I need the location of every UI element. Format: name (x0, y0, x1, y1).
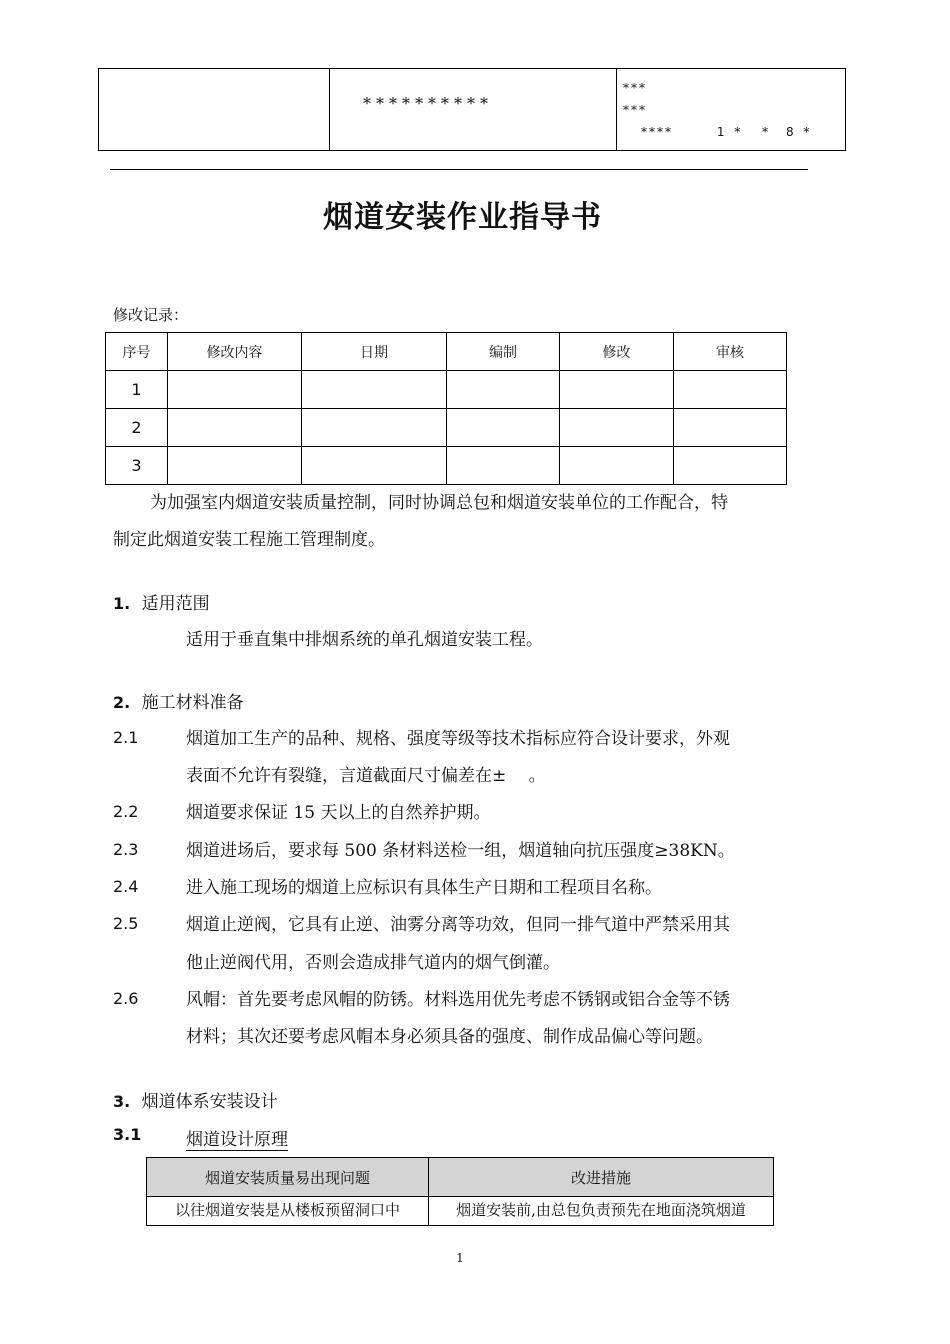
header-divider (329, 69, 330, 150)
table-cell (560, 409, 674, 447)
item-text: 风帽：首先要考虑风帽的防锈。材料选用优先考虑不锈钢或铝合金等不锈 (186, 990, 730, 1010)
revision-col-header: 审核 (674, 333, 787, 371)
table-cell (302, 371, 447, 409)
item-text: 烟道加工生产的品种、规格、强度等级等技术指标应符合设计要求，外观 (186, 729, 730, 749)
item-text: 他止逆阀代用，否则会造成排气道内的烟气倒灌。 (186, 953, 560, 973)
item-text: 烟道进场后，要求每 500 条材料送检一组，烟道轴向抗压强度≥38KN。 (186, 841, 735, 861)
revision-col-header: 编制 (447, 333, 560, 371)
table-cell (674, 409, 787, 447)
item-number: 2.4 (113, 877, 139, 896)
design-col-header: 烟道安装质量易出现问题 (147, 1158, 429, 1197)
item-text: 进入施工现场的烟道上应标识有具体生产日期和工程项目名称。 (186, 878, 662, 898)
document-header-box (98, 68, 846, 151)
header-field-1: *** (623, 81, 647, 95)
item-text: 材料；其次还要考虑风帽本身必须具备的强度、制作成品偏心等问题。 (186, 1027, 713, 1047)
table-row (106, 371, 787, 409)
section-1-text: 适用于垂直集中排烟系统的单孔烟道安装工程。 (186, 630, 543, 650)
design-header-row (147, 1158, 774, 1197)
table-cell (674, 447, 787, 485)
item-text: 表面不允许有裂缝，言道截面尺寸偏差在± 。 (186, 766, 546, 786)
table-cell (447, 447, 560, 485)
revision-header-row (106, 333, 787, 371)
section-heading-2: 2. 施工材料准备 (113, 693, 244, 713)
intro-line-1: 为加强室内烟道安装质量控制，同时协调总包和烟道安装单位的工作配合，特 (150, 493, 728, 513)
item-number: 2.6 (113, 989, 139, 1008)
header-rule (110, 169, 808, 170)
page-number: 1 (456, 1251, 464, 1265)
document-title: 烟道安装作业指导书 (323, 200, 602, 235)
header-field-2: *** (623, 103, 647, 117)
design-col-header: 改进措施 (429, 1158, 774, 1197)
table-cell: 3 (106, 447, 168, 485)
revision-col-header: 日期 (302, 333, 447, 371)
table-cell (168, 371, 302, 409)
section-heading-1: 1. 适用范围 (113, 594, 210, 614)
table-cell (447, 371, 560, 409)
revision-col-header: 修改 (560, 333, 674, 371)
table-cell (560, 447, 674, 485)
item-number: 2.2 (113, 802, 139, 821)
header-divider (616, 69, 617, 150)
item-text: 烟道要求保证 15 天以上的自然养护期。 (186, 803, 491, 823)
table-cell (447, 409, 560, 447)
revision-table (105, 332, 787, 485)
table-cell (168, 447, 302, 485)
item-number: 2.5 (113, 914, 139, 933)
table-cell: 2 (106, 409, 168, 447)
table-cell (674, 371, 787, 409)
revision-label: 修改记录： (113, 306, 189, 324)
intro-line-2: 制定此烟道安装工程施工管理制度。 (113, 530, 385, 550)
company-name: ********** (363, 94, 493, 113)
table-row (106, 447, 787, 485)
header-page-info: **** 1 * * 8 * (641, 125, 812, 139)
section-heading-3: 3. 烟道体系安装设计 (113, 1092, 278, 1112)
table-cell: 烟道安装前,由总包负责预先在地面浇筑烟道 (429, 1197, 774, 1226)
design-table (146, 1157, 774, 1226)
revision-col-header: 修改内容 (168, 333, 302, 371)
subsection-heading-3-1: 3.1 烟道设计原理 (113, 1125, 288, 1150)
table-row (106, 409, 787, 447)
table-cell (560, 371, 674, 409)
revision-col-header: 序号 (106, 333, 168, 371)
table-cell: 以往烟道安装是从楼板预留洞口中 (147, 1197, 429, 1226)
table-cell (168, 409, 302, 447)
item-text: 烟道止逆阀，它具有止逆、油雾分离等功效，但同一排气道中严禁采用其 (186, 915, 730, 935)
table-cell: 1 (106, 371, 168, 409)
table-cell (302, 409, 447, 447)
table-row (147, 1197, 774, 1226)
item-number: 2.3 (113, 840, 139, 859)
table-cell (302, 447, 447, 485)
item-number: 2.1 (113, 728, 139, 747)
